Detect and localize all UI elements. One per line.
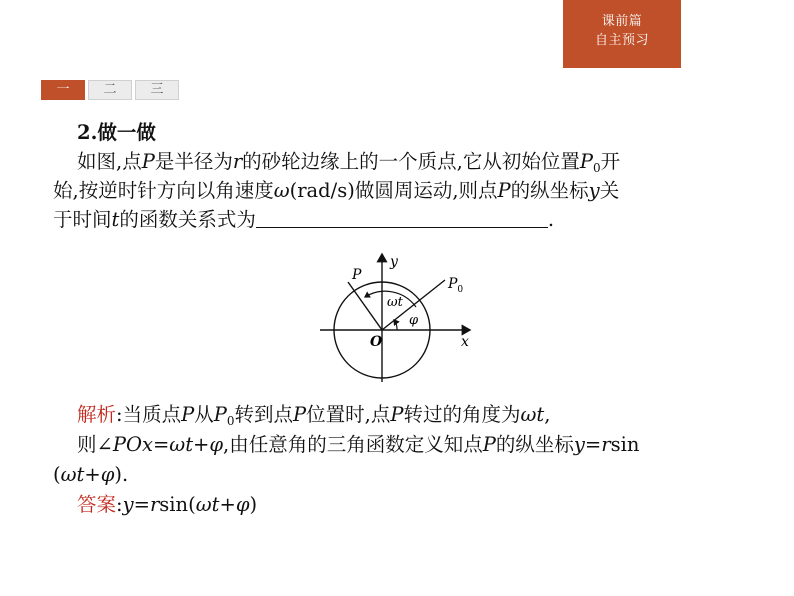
problem-line-2: 始,按逆时针方向以角速度ω(rad/s)做圆周运动,则点P的纵坐标y关 [53,179,620,202]
tab-two[interactable]: 二 [88,80,132,100]
answer-label: 答案 [77,493,117,516]
tab-bar [41,80,179,100]
label-p: P [352,267,362,283]
problem-line-3: 于时间t的函数关系式为 . [53,208,555,231]
label-omega-t: ωt [387,295,403,310]
solution-line-1: 解析:当质点P从$P_0$转到点P位置时,点P转过的角度为ωt, [77,403,551,428]
tab-three[interactable]: 三 [135,80,179,100]
solution-label: 解析 [77,403,117,426]
label-origin: O [370,334,383,350]
section-tab-line1: 课前篇 [601,14,643,29]
problem-text [53,118,767,234]
section-tab[interactable] [563,0,681,68]
label-y: y [390,254,398,270]
label-p0: $P_0$ [448,276,464,295]
angle-arc-phi [394,320,397,330]
radius-op [348,282,382,330]
answer-line: 答案:y=rsin(ωt+φ) [77,493,258,516]
problem-line-1: 如图,点P是半径为r的砂轮边缘上的一个质点,它从初始位置$P_0$开 [77,150,621,175]
unit-circle-figure [315,250,485,386]
answer-blank[interactable] [256,208,548,228]
solution-line-2: 则∠POx=ωt+φ,由任意角的三角函数定义知点P的纵坐标y=rsin [77,433,640,456]
solution-line-3: (ωt+φ). [53,463,129,486]
tab-one[interactable]: 一 [41,80,85,100]
problem-heading: 2.做一做 [77,121,156,144]
section-tab-line2: 自主预习 [594,33,649,48]
label-phi: φ [409,313,419,328]
solution-block [53,400,767,520]
label-x: x [461,334,469,350]
